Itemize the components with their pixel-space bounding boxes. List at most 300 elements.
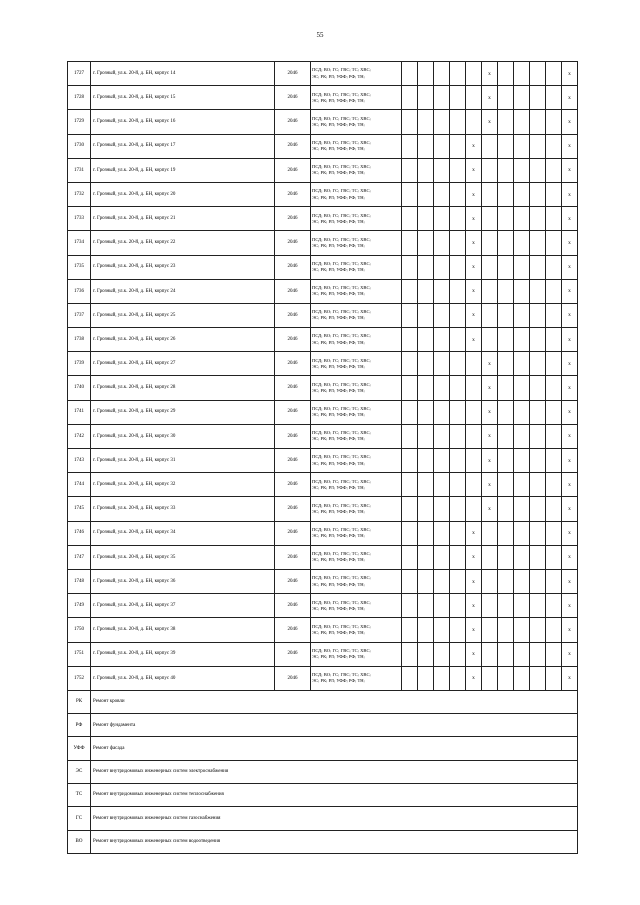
row-year: 2046 <box>275 207 311 231</box>
mark-cell <box>530 545 546 569</box>
mark-cell <box>450 352 466 376</box>
mark-cell <box>562 376 578 400</box>
row-works <box>311 255 402 279</box>
row-number: 1748 <box>68 569 91 593</box>
row-number: 1730 <box>68 134 91 158</box>
mark-cell <box>450 158 466 182</box>
mark-cell <box>546 62 562 86</box>
mark-cell <box>482 231 498 255</box>
table-row <box>68 110 578 134</box>
mark-cell <box>562 521 578 545</box>
works-line: ЭС; РК; РЛ; УФФ; РФ; ТН; <box>312 388 365 394</box>
mark-cell <box>402 207 418 231</box>
x-mark: x <box>488 118 491 125</box>
mark-cell <box>530 231 546 255</box>
mark-cell <box>562 594 578 618</box>
mark-cell <box>402 521 418 545</box>
mark-cell <box>466 352 482 376</box>
x-mark: x <box>472 675 475 682</box>
mark-cell <box>498 642 514 666</box>
mark-cell <box>402 569 418 593</box>
mark-cell <box>434 86 450 110</box>
mark-cell <box>450 231 466 255</box>
mark-cell <box>514 642 530 666</box>
mark-cell <box>546 473 562 497</box>
row-number: 1727 <box>68 62 91 86</box>
mark-cell <box>434 666 450 690</box>
row-number: 1728 <box>68 86 91 110</box>
mark-cell <box>466 279 482 303</box>
mark-cell <box>562 400 578 424</box>
x-mark: x <box>568 288 571 295</box>
mark-cell <box>546 303 562 327</box>
mark-cell <box>530 182 546 206</box>
mark-cell <box>530 110 546 134</box>
mark-cell <box>402 642 418 666</box>
mark-cell <box>434 328 450 352</box>
mark-cell <box>466 134 482 158</box>
row-works <box>311 328 402 352</box>
mark-cell <box>434 158 450 182</box>
row-year: 2046 <box>275 594 311 618</box>
row-year: 2046 <box>275 182 311 206</box>
row-year: 2046 <box>275 110 311 134</box>
mark-cell <box>402 110 418 134</box>
row-number: 1746 <box>68 521 91 545</box>
mark-cell <box>482 666 498 690</box>
mark-cell <box>514 231 530 255</box>
x-mark: x <box>472 530 475 537</box>
mark-cell <box>546 376 562 400</box>
works-line: ЭС; РК; РЛ; УФФ; РФ; ТН; <box>312 581 365 587</box>
mark-cell <box>530 473 546 497</box>
mark-cell <box>418 521 434 545</box>
mark-cell <box>450 400 466 424</box>
mark-cell <box>514 86 530 110</box>
row-year: 2046 <box>275 497 311 521</box>
mark-cell <box>546 400 562 424</box>
mark-cell <box>466 110 482 134</box>
x-mark: x <box>472 264 475 271</box>
row-address: г. Грозный, ул.к. 20-й, д. БН, корпус 30 <box>91 424 275 448</box>
mark-cell <box>434 255 450 279</box>
row-number: 1749 <box>68 594 91 618</box>
mark-cell <box>418 666 434 690</box>
row-year: 2046 <box>275 424 311 448</box>
works-line: ЭС; РК; РЛ; УФФ; РФ; ТН; <box>312 339 365 345</box>
mark-cell <box>546 231 562 255</box>
works-line: ПСД; ВО; ГС; ГВС; ТС; ХВС; <box>312 430 371 436</box>
mark-cell <box>482 618 498 642</box>
x-mark: x <box>488 94 491 101</box>
mark-cell <box>546 497 562 521</box>
legend-row <box>68 830 578 853</box>
mark-cell <box>530 497 546 521</box>
mark-cell <box>434 134 450 158</box>
mark-cell <box>546 352 562 376</box>
row-works <box>311 279 402 303</box>
mark-cell <box>482 255 498 279</box>
mark-cell <box>546 207 562 231</box>
row-works <box>311 376 402 400</box>
mark-cell <box>466 303 482 327</box>
mark-cell <box>498 303 514 327</box>
mark-cell <box>514 158 530 182</box>
mark-cell <box>562 424 578 448</box>
mark-cell <box>514 134 530 158</box>
mark-cell <box>498 376 514 400</box>
x-mark: x <box>472 191 475 198</box>
mark-cell <box>482 642 498 666</box>
x-mark: x <box>472 215 475 222</box>
mark-cell <box>514 473 530 497</box>
mark-cell <box>434 110 450 134</box>
mark-cell <box>562 352 578 376</box>
mark-cell <box>466 497 482 521</box>
mark-cell <box>498 158 514 182</box>
legend-code: ВО <box>68 830 91 853</box>
table-row <box>68 569 578 593</box>
mark-cell <box>482 376 498 400</box>
works-line: ПСД; ВО; ГС; ГВС; ТС; ХВС; <box>312 91 371 97</box>
works-line: ЭС; РК; РЛ; УФФ; РФ; ТН; <box>312 654 365 660</box>
mark-cell <box>450 255 466 279</box>
table-row <box>68 618 578 642</box>
works-line: ЭС; РК; РЛ; УФФ; РФ; ТН; <box>312 121 365 127</box>
works-line: ЭС; РК; РЛ; УФФ; РФ; ТН; <box>312 557 365 563</box>
mark-cell <box>482 158 498 182</box>
mark-cell <box>530 569 546 593</box>
mark-cell <box>418 569 434 593</box>
mark-cell <box>402 618 418 642</box>
mark-cell <box>434 62 450 86</box>
mark-cell <box>418 497 434 521</box>
row-year: 2046 <box>275 376 311 400</box>
row-address: г. Грозный, ул.к. 20-й, д. БН, корпус 19 <box>91 158 275 182</box>
table-row <box>68 521 578 545</box>
mark-cell <box>530 424 546 448</box>
mark-cell <box>434 497 450 521</box>
mark-cell <box>466 182 482 206</box>
mark-cell <box>466 569 482 593</box>
works-line: ЭС; РК; РЛ; УФФ; РФ; ТН; <box>312 315 365 321</box>
x-mark: x <box>568 481 571 488</box>
mark-cell <box>514 618 530 642</box>
works-line: ЭС; РК; РЛ; УФФ; РФ; ТН; <box>312 484 365 490</box>
mark-cell <box>546 666 562 690</box>
row-year: 2046 <box>275 328 311 352</box>
mark-cell <box>450 594 466 618</box>
row-address: г. Грозный, ул.к. 20-й, д. БН, корпус 40 <box>91 666 275 690</box>
mark-cell <box>434 642 450 666</box>
mark-cell <box>418 255 434 279</box>
mark-cell <box>482 86 498 110</box>
mark-cell <box>562 303 578 327</box>
row-number: 1735 <box>68 255 91 279</box>
mark-cell <box>530 376 546 400</box>
row-works <box>311 62 402 86</box>
row-address: г. Грозный, ул.к. 20-й, д. БН, корпус 33 <box>91 497 275 521</box>
mark-cell <box>482 279 498 303</box>
mark-cell <box>514 279 530 303</box>
legend-description: Ремонт кровли <box>91 690 578 713</box>
works-line: ЭС; РК; РЛ; УФФ; РФ; ТН; <box>312 242 365 248</box>
row-number: 1739 <box>68 352 91 376</box>
table-row <box>68 424 578 448</box>
mark-cell <box>466 449 482 473</box>
mark-cell <box>514 352 530 376</box>
row-address: г. Грозный, ул.к. 20-й, д. БН, корпус 14 <box>91 62 275 86</box>
mark-cell <box>418 86 434 110</box>
mark-cell <box>482 594 498 618</box>
mark-cell <box>530 449 546 473</box>
mark-cell <box>546 594 562 618</box>
legend-code: ТС <box>68 784 91 807</box>
mark-cell <box>418 376 434 400</box>
x-mark: x <box>472 578 475 585</box>
mark-cell <box>434 569 450 593</box>
mark-cell <box>482 303 498 327</box>
row-year: 2046 <box>275 134 311 158</box>
row-address: г. Грозный, ул.к. 20-й, д. БН, корпус 32 <box>91 473 275 497</box>
x-mark: x <box>568 239 571 246</box>
row-address: г. Грозный, ул.к. 20-й, д. БН, корпус 35 <box>91 545 275 569</box>
table-row <box>68 473 578 497</box>
mark-cell <box>498 618 514 642</box>
mark-cell <box>450 473 466 497</box>
row-works <box>311 545 402 569</box>
legend-row <box>68 714 578 737</box>
mark-cell <box>498 545 514 569</box>
mark-cell <box>434 449 450 473</box>
works-line: ЭС; РК; РЛ; УФФ; РФ; ТН; <box>312 194 365 200</box>
mark-cell <box>466 594 482 618</box>
mark-cell <box>546 158 562 182</box>
mark-cell <box>498 352 514 376</box>
mark-cell <box>530 328 546 352</box>
x-mark: x <box>472 626 475 633</box>
mark-cell <box>562 62 578 86</box>
x-mark: x <box>488 70 491 77</box>
legend-row <box>68 760 578 783</box>
mark-cell <box>482 110 498 134</box>
mark-cell <box>514 594 530 618</box>
row-address: г. Грозный, ул.к. 20-й, д. БН, корпус 20 <box>91 182 275 206</box>
legend-row <box>68 737 578 760</box>
mark-cell <box>418 328 434 352</box>
x-mark: x <box>568 118 571 125</box>
mark-cell <box>498 569 514 593</box>
row-number: 1747 <box>68 545 91 569</box>
mark-cell <box>514 569 530 593</box>
row-year: 2046 <box>275 473 311 497</box>
mark-cell <box>434 618 450 642</box>
legend-description: Ремонт внутридомовых инженерных систем газоснабжения <box>91 807 578 830</box>
works-line: ПСД; ВО; ГС; ГВС; ТС; ХВС; <box>312 309 371 315</box>
works-line: ЭС; РК; РЛ; УФФ; РФ; ТН; <box>312 629 365 635</box>
row-works <box>311 424 402 448</box>
mark-cell <box>450 449 466 473</box>
mark-cell <box>418 449 434 473</box>
x-mark: x <box>472 167 475 174</box>
mark-cell <box>482 545 498 569</box>
mark-cell <box>562 182 578 206</box>
mark-cell <box>498 473 514 497</box>
row-number: 1741 <box>68 400 91 424</box>
legend-code: УФФ <box>68 737 91 760</box>
x-mark: x <box>568 409 571 416</box>
mark-cell <box>530 255 546 279</box>
table-row <box>68 255 578 279</box>
mark-cell <box>418 352 434 376</box>
mark-cell <box>450 376 466 400</box>
mark-cell <box>498 521 514 545</box>
mark-cell <box>402 231 418 255</box>
row-address: г. Грозный, ул.к. 20-й, д. БН, корпус 23 <box>91 255 275 279</box>
x-mark: x <box>488 433 491 440</box>
mark-cell <box>434 376 450 400</box>
mark-cell <box>450 618 466 642</box>
mark-cell <box>418 473 434 497</box>
row-works <box>311 642 402 666</box>
mark-cell <box>450 110 466 134</box>
x-mark: x <box>568 433 571 440</box>
legend-row <box>68 784 578 807</box>
row-year: 2046 <box>275 255 311 279</box>
row-number: 1742 <box>68 424 91 448</box>
mark-cell <box>562 642 578 666</box>
x-mark: x <box>488 481 491 488</box>
legend-code: РК <box>68 690 91 713</box>
mark-cell <box>402 158 418 182</box>
x-mark: x <box>568 578 571 585</box>
mark-cell <box>418 594 434 618</box>
row-year: 2046 <box>275 62 311 86</box>
row-address: г. Грозный, ул.к. 20-й, д. БН, корпус 15 <box>91 86 275 110</box>
row-year: 2046 <box>275 449 311 473</box>
mark-cell <box>482 134 498 158</box>
mark-cell <box>450 497 466 521</box>
x-mark: x <box>568 191 571 198</box>
mark-cell <box>530 400 546 424</box>
row-number: 1751 <box>68 642 91 666</box>
legend-code: ГС <box>68 807 91 830</box>
works-line: ЭС; РК; РЛ; УФФ; РФ; ТН; <box>312 678 365 684</box>
mark-cell <box>402 497 418 521</box>
x-mark: x <box>472 651 475 658</box>
x-mark: x <box>472 239 475 246</box>
mark-cell <box>514 424 530 448</box>
works-line: ПСД; ВО; ГС; ГВС; ТС; ХВС; <box>312 139 371 145</box>
works-line: ЭС; РК; РЛ; УФФ; РФ; ТН; <box>312 218 365 224</box>
mark-cell <box>498 207 514 231</box>
legend-row <box>68 690 578 713</box>
mark-cell <box>530 618 546 642</box>
mark-cell <box>450 521 466 545</box>
works-line: ЭС; РК; РЛ; УФФ; РФ; ТН; <box>312 436 365 442</box>
mark-cell <box>530 303 546 327</box>
row-number: 1733 <box>68 207 91 231</box>
works-line: ПСД; ВО; ГС; ГВС; ТС; ХВС; <box>312 526 371 532</box>
table-row <box>68 86 578 110</box>
works-line: ЭС; РК; РЛ; УФФ; РФ; ТН; <box>312 73 365 79</box>
legend-code: ЭС <box>68 760 91 783</box>
table-row <box>68 231 578 255</box>
mark-cell <box>546 449 562 473</box>
x-mark: x <box>488 457 491 464</box>
mark-cell <box>434 400 450 424</box>
mark-cell <box>418 231 434 255</box>
works-line: ПСД; ВО; ГС; ГВС; ТС; ХВС; <box>312 381 371 387</box>
mark-cell <box>546 521 562 545</box>
row-number: 1736 <box>68 279 91 303</box>
works-line: ЭС; РК; РЛ; УФФ; РФ; ТН; <box>312 267 365 273</box>
legend-description: Ремонт внутридомовых инженерных систем теплоснабжения <box>91 784 578 807</box>
table-row <box>68 594 578 618</box>
row-works <box>311 110 402 134</box>
row-works <box>311 134 402 158</box>
mark-cell <box>482 569 498 593</box>
mark-cell <box>418 62 434 86</box>
mark-cell <box>466 158 482 182</box>
row-address: г. Грозный, ул.к. 20-й, д. БН, корпус 27 <box>91 352 275 376</box>
row-year: 2046 <box>275 666 311 690</box>
works-line: ПСД; ВО; ГС; ГВС; ТС; ХВС; <box>312 357 371 363</box>
works-line: ПСД; ВО; ГС; ГВС; ТС; ХВС; <box>312 575 371 581</box>
x-mark: x <box>568 94 571 101</box>
works-line: ЭС; РК; РЛ; УФФ; РФ; ТН; <box>312 460 365 466</box>
mark-cell <box>498 255 514 279</box>
mark-cell <box>546 424 562 448</box>
mark-cell <box>546 328 562 352</box>
mark-cell <box>466 424 482 448</box>
mark-cell <box>482 207 498 231</box>
mark-cell <box>466 231 482 255</box>
mark-cell <box>482 424 498 448</box>
mark-cell <box>402 303 418 327</box>
x-mark: x <box>472 602 475 609</box>
mark-cell <box>530 279 546 303</box>
x-mark: x <box>568 554 571 561</box>
mark-cell <box>482 400 498 424</box>
table-row <box>68 400 578 424</box>
legend-description: Ремонт фасада <box>91 737 578 760</box>
table-row <box>68 303 578 327</box>
row-works <box>311 158 402 182</box>
mark-cell <box>498 594 514 618</box>
table-row <box>68 279 578 303</box>
row-number: 1737 <box>68 303 91 327</box>
mark-cell <box>450 303 466 327</box>
mark-cell <box>562 86 578 110</box>
mark-cell <box>466 62 482 86</box>
legend-code: РФ <box>68 714 91 737</box>
row-number: 1732 <box>68 182 91 206</box>
legend-description: Ремонт внутридомовых инженерных систем водоотведения <box>91 830 578 853</box>
table-row <box>68 134 578 158</box>
x-mark: x <box>472 288 475 295</box>
mark-cell <box>498 400 514 424</box>
mark-cell <box>402 400 418 424</box>
works-line: ПСД; ВО; ГС; ГВС; ТС; ХВС; <box>312 647 371 653</box>
mark-cell <box>450 134 466 158</box>
mark-cell <box>482 182 498 206</box>
table-row <box>68 328 578 352</box>
x-mark: x <box>568 167 571 174</box>
x-mark: x <box>568 626 571 633</box>
mark-cell <box>514 328 530 352</box>
table-row <box>68 182 578 206</box>
